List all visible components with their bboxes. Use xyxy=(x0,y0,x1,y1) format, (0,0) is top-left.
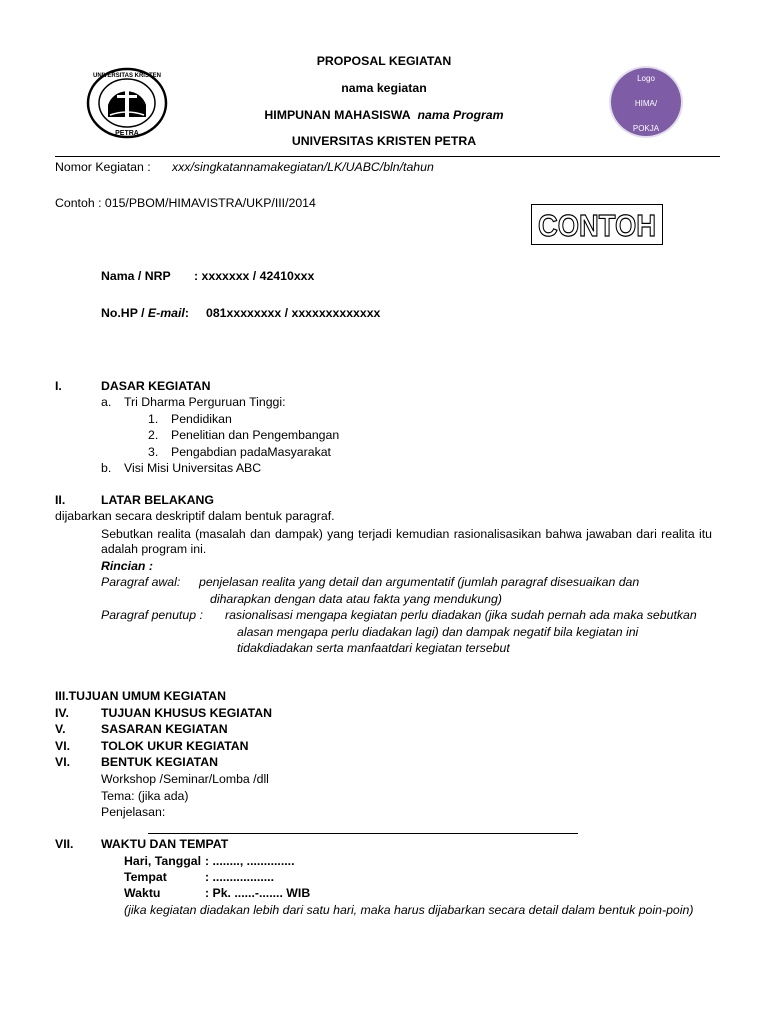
section-5-title: SASARAN KEGIATAN xyxy=(101,722,228,736)
header-divider xyxy=(55,156,720,157)
hari-tanggal-value: : ........, .............. xyxy=(205,854,295,868)
svg-text:UNIVERSITAS KRISTEN: UNIVERSITAS KRISTEN xyxy=(93,73,161,79)
hari-tanggal-label: Hari, Tanggal xyxy=(124,854,201,868)
logo-line-3: POKJA xyxy=(632,124,660,133)
section-1-a-number: a. xyxy=(101,395,112,409)
paragraf-awal-text-1: penjelasan realita yang detail dan argumentatif (jumlah paragraf disesuaikan dan xyxy=(199,575,640,589)
logo-line-1: Logo xyxy=(637,74,655,83)
paragraf-awal-label: Paragraf awal: xyxy=(101,575,181,589)
section-2-title: LATAR BELAKANG xyxy=(101,493,214,507)
program-name: nama Program xyxy=(417,108,504,122)
organization-logo-placeholder xyxy=(609,66,683,138)
nomor-kegiatan-label: Nomor Kegiatan : xyxy=(55,160,151,174)
rincian-label: Rincian : xyxy=(101,559,153,573)
section-2-paragraph: Sebutkan realita (masalah dan dampak) yang terjadi kemudian rasionalisasikan bahwa jawaban dari realita itu adalah program ini. xyxy=(101,527,712,556)
tema-label: Tema: (jika ada) xyxy=(101,789,189,803)
university-name: UNIVERSITAS KRISTEN PETRA xyxy=(291,134,477,148)
nama-nrp-label: Nama / NRP xyxy=(101,269,171,283)
section-7-title: WAKTU DAN TEMPAT xyxy=(101,837,229,851)
event-name: nama kegiatan xyxy=(341,81,427,95)
penjelasan-fill-line xyxy=(148,833,578,834)
waktu-label: Waktu xyxy=(124,886,161,900)
hp-label: No.HP / xyxy=(101,306,148,320)
paragraf-penutup-text-2: alasan mengapa perlu diadakan lagi) dan dampak negatif bila kegiatan ini xyxy=(237,625,639,639)
section-6-number: VI. xyxy=(55,739,71,753)
section-1-b-text: Visi Misi Universitas ABC xyxy=(124,461,262,475)
nomor-kegiatan-value: xxx/singkatannamakegiatan/LK/UABC/bln/tahun xyxy=(172,160,434,174)
section-4-number: IV. xyxy=(55,706,69,720)
section-2-number: II. xyxy=(55,493,66,507)
section-1-title: DASAR KEGIATAN xyxy=(101,379,211,393)
paragraf-penutup-text-3: tidakdiadakan serta manfaatdari kegiatan tersebut xyxy=(237,641,510,655)
section-6b-number: VI. xyxy=(55,755,71,769)
tempat-label: Tempat xyxy=(124,870,167,884)
paragraf-penutup-label: Paragraf penutup : xyxy=(101,608,203,622)
section-2-intro: dijabarkan secara deskriptif dalam bentuk paragraf. xyxy=(55,509,335,523)
section-6b-title: BENTUK KEGIATAN xyxy=(101,755,219,769)
list-item: Penelitian dan Pengembangan xyxy=(171,428,340,442)
list-item: Pendidikan xyxy=(171,412,232,426)
section-3-title: III.TUJUAN UMUM KEGIATAN xyxy=(55,689,227,703)
bentuk-kegiatan-types: Workshop /Seminar/Lomba /dll xyxy=(101,772,269,786)
stamp-text: CONTOH xyxy=(538,208,656,243)
logo-line-2: HIMA/ xyxy=(634,99,658,108)
contoh-stamp xyxy=(531,204,663,245)
nama-nrp-value: : xxxxxxx / 42410xxx xyxy=(194,269,315,283)
document-title: PROPOSAL KEGIATAN xyxy=(316,54,452,68)
svg-text:PETRA: PETRA xyxy=(115,130,139,137)
email-label: E-mail xyxy=(147,306,185,320)
hp-email-value: : 081xxxxxxxx / xxxxxxxxxxxxx xyxy=(184,306,381,320)
university-seal-logo xyxy=(86,67,168,139)
section-5-number: V. xyxy=(55,722,66,736)
section-1-b-number: b. xyxy=(101,461,112,475)
section-4-title: TUJUAN KHUSUS KEGIATAN xyxy=(101,706,273,720)
penjelasan-label: Penjelasan: xyxy=(101,805,166,819)
section-7-number: VII. xyxy=(55,837,74,851)
paragraf-penutup-text-1: rasionalisasi mengapa kegiatan perlu diadakan (jika sudah pernah ada maka sebutkan xyxy=(225,608,697,622)
list-number: 1. xyxy=(148,412,159,426)
organization-prefix: HIMPUNAN MAHASISWA xyxy=(264,108,411,122)
paragraf-awal-text-2: diharapkan dengan data atau fakta yang mendukung) xyxy=(210,592,502,606)
tempat-value: : .................. xyxy=(205,870,275,884)
list-item: Pengabdian padaMasyarakat xyxy=(171,445,331,459)
section-1-a-text: Tri Dharma Perguruan Tinggi: xyxy=(124,395,286,409)
list-number: 2. xyxy=(148,428,159,442)
contoh-nomor: Contoh : 015/PBOM/HIMAVISTRA/UKP/III/2014 xyxy=(55,196,316,210)
waktu-note: (jika kegiatan diadakan lebih dari satu hari, maka harus dijabarkan secara detail dalam bentuk poin-poin) xyxy=(124,903,694,917)
list-number: 3. xyxy=(148,445,159,459)
waktu-value: : Pk. ......-....... WIB xyxy=(205,886,311,900)
section-1-number: I. xyxy=(55,379,62,393)
section-6-title: TOLOK UKUR KEGIATAN xyxy=(101,739,249,753)
contact-line xyxy=(101,306,380,321)
